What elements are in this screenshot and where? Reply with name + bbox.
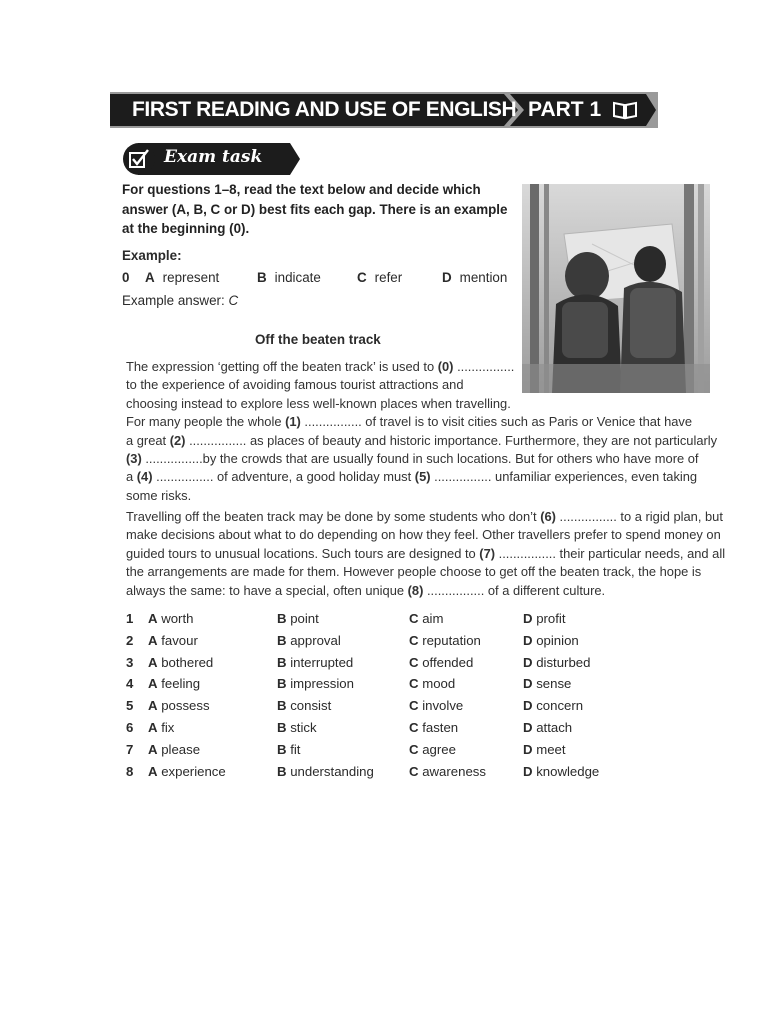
option-c: C aim bbox=[409, 611, 444, 626]
gap-number: (8) bbox=[407, 582, 424, 598]
example-option-b: B indicate bbox=[257, 270, 321, 285]
option-d: D sense bbox=[523, 676, 572, 692]
question-number: 4 bbox=[126, 676, 134, 692]
option-c: C awareness bbox=[409, 763, 486, 779]
article-text: The expression ‘getting off the beaten track’ is used to bbox=[126, 359, 438, 374]
question-number: 5 bbox=[126, 698, 134, 714]
option-a: A please bbox=[148, 741, 201, 757]
option-a: A feeling bbox=[148, 676, 201, 692]
option-d: D knowledge bbox=[523, 763, 600, 779]
option-b: B understanding bbox=[277, 763, 374, 779]
article-line bbox=[126, 432, 716, 450]
option-b: B consist bbox=[277, 698, 332, 714]
article-line bbox=[126, 545, 726, 563]
question-number: 7 bbox=[126, 741, 134, 757]
example-answer: Example answer: C bbox=[122, 293, 239, 308]
option-d: D meet bbox=[523, 741, 566, 757]
question-number: 1 bbox=[126, 611, 134, 626]
article-text: the arrangements are made for them. However people choose to get off the beaten track, the hope is bbox=[126, 564, 702, 580]
article-text: a great bbox=[126, 432, 170, 448]
article-text: ................ of adventure, a good holiday must bbox=[152, 469, 415, 485]
instruction-line: at the beginning (0). bbox=[122, 221, 250, 236]
option-b: B stick bbox=[277, 720, 317, 735]
article-line bbox=[126, 376, 716, 394]
article-text: ................ their particular needs, and all bbox=[495, 545, 726, 561]
instruction-line: answer (A, B, C or D) best fits each gap. There is an example bbox=[122, 201, 508, 217]
option-c: C involve bbox=[409, 698, 464, 714]
article-text: ................ of a different culture. bbox=[423, 582, 606, 598]
article-line bbox=[126, 526, 721, 544]
gap-number: (6) bbox=[540, 509, 556, 524]
article-line bbox=[126, 413, 716, 431]
article-text: Travelling off the beaten track may be done by some students who don’t bbox=[126, 509, 541, 524]
article-line bbox=[126, 563, 716, 581]
option-c: C agree bbox=[409, 741, 456, 757]
article-paragraph-2 bbox=[126, 508, 726, 600]
option-d: D attach bbox=[523, 720, 573, 735]
example-option-d: D mention bbox=[442, 270, 508, 285]
article-text: ................ unfamiliar experiences, even taking bbox=[430, 469, 698, 485]
article-paragraph-1 bbox=[126, 358, 716, 505]
option-d: D concern bbox=[523, 698, 584, 714]
option-a: A bothered bbox=[148, 654, 214, 670]
question-number: 2 bbox=[126, 632, 134, 648]
article-text: make decisions about what to do depending on how they feel. Other travellers prefer to spend money on bbox=[126, 527, 721, 543]
question-number: 6 bbox=[126, 720, 134, 735]
example-option-c: C refer bbox=[357, 270, 403, 285]
gap-number: (3) bbox=[126, 451, 142, 467]
option-c: C mood bbox=[409, 676, 456, 692]
option-b: B fit bbox=[277, 741, 301, 757]
example-number: 0 bbox=[122, 270, 130, 285]
checkbox-tick-icon bbox=[127, 147, 151, 171]
option-a: A worth bbox=[148, 611, 194, 626]
article-line bbox=[126, 468, 716, 486]
question-number: 8 bbox=[126, 763, 134, 779]
article-text: to the experience of avoiding famous tourist attractions and bbox=[126, 377, 464, 393]
open-book-icon bbox=[612, 100, 638, 120]
option-b: B approval bbox=[277, 632, 341, 648]
article-text: ................ bbox=[453, 359, 515, 374]
article-text: a bbox=[126, 469, 137, 485]
article-text: ................ of travel is to visit cities such as Paris or Venice that have bbox=[300, 414, 693, 430]
exam-task-label: Exam task bbox=[164, 147, 263, 167]
article-text: always the same: to have a special, often unique bbox=[126, 582, 408, 598]
example-option-a: A represent bbox=[145, 270, 220, 285]
article-line bbox=[126, 395, 716, 413]
article-text: some risks. bbox=[126, 487, 192, 503]
section-header bbox=[110, 92, 658, 128]
gap-number: (5) bbox=[414, 469, 431, 485]
option-d: D opinion bbox=[523, 632, 579, 648]
option-a: A favour bbox=[148, 632, 198, 648]
question-number: 3 bbox=[126, 654, 134, 670]
option-b: B interrupted bbox=[277, 654, 354, 670]
gap-number: (0) bbox=[437, 359, 454, 374]
article-text: ................ as places of beauty and historic importance. Furthermore, they are not particularly bbox=[185, 432, 718, 448]
article-text: For many people the whole bbox=[126, 414, 286, 430]
option-d: D disturbed bbox=[523, 654, 591, 670]
option-c: C fasten bbox=[409, 720, 459, 735]
article-line bbox=[126, 508, 723, 526]
gap-number: (1) bbox=[285, 414, 301, 430]
exam-task-tab bbox=[122, 142, 302, 176]
instructions bbox=[122, 180, 522, 239]
option-b: B point bbox=[277, 611, 319, 626]
instruction-line: For questions 1–8, read the text below and decide which bbox=[122, 182, 481, 197]
option-d: D profit bbox=[523, 611, 566, 626]
option-c: C offended bbox=[409, 654, 474, 670]
article-text: guided tours to unusual locations. Such tours are designed to bbox=[126, 545, 480, 561]
article-line bbox=[126, 450, 716, 468]
article-line bbox=[126, 582, 716, 600]
option-a: A fix bbox=[148, 720, 175, 735]
article-title: Off the beaten track bbox=[255, 332, 381, 347]
part-label: PART 1 bbox=[528, 98, 602, 121]
option-b: B impression bbox=[277, 676, 354, 692]
example-heading: Example: bbox=[122, 248, 182, 263]
gap-number: (4) bbox=[136, 469, 153, 485]
article-line bbox=[126, 487, 716, 505]
option-c: C reputation bbox=[409, 632, 481, 648]
article-text: ................by the crowds that are usually found in such locations. But for others who have more of bbox=[141, 451, 699, 467]
option-a: A experience bbox=[148, 763, 226, 779]
gap-number: (2) bbox=[169, 432, 186, 448]
option-a: A possess bbox=[148, 698, 210, 714]
article-text: ................ to a rigid plan, but bbox=[555, 509, 723, 524]
section-title: FIRST READING AND USE OF ENGLISH bbox=[132, 98, 517, 121]
gap-number: (7) bbox=[479, 545, 496, 561]
article-text: choosing instead to explore less well-known places when travelling. bbox=[126, 395, 511, 411]
article-line bbox=[126, 358, 716, 376]
